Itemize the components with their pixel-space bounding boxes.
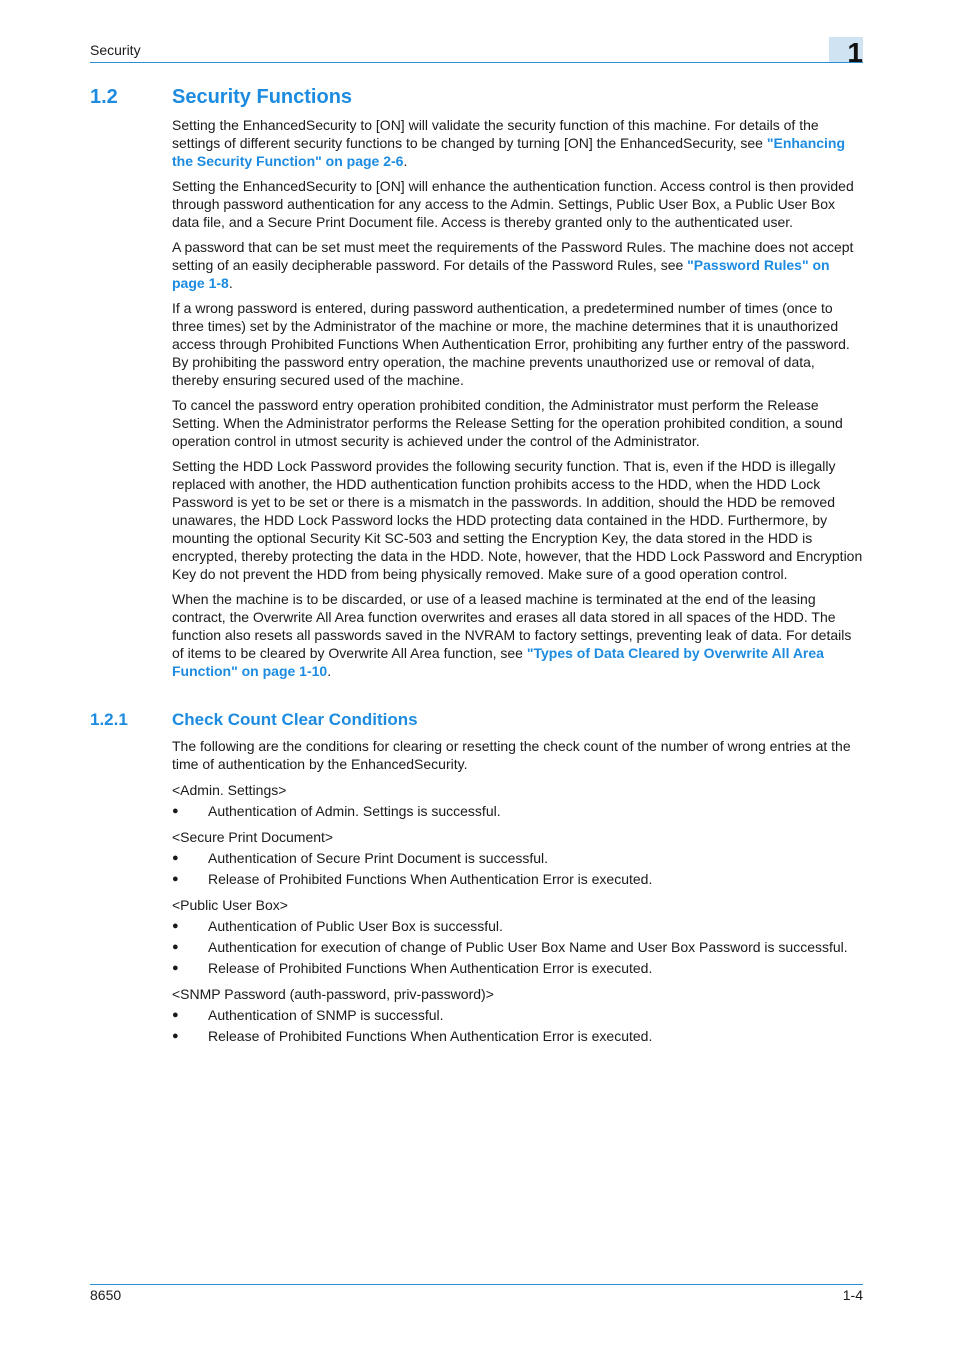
paragraph: Setting the HDD Lock Password provides the following security function. That is, even if the HDD is illegally replaced with another, the HDD authentication function prohibits access to the HDD, when the HDD Lock Password is yet to be set or there is a mismatch in the passwords. In addition, should the HDD be removed unawares, the HDD Lock Password locks the HDD protecting data contained in the HDD. Furthermore, by mounting the optional Security Kit SC-503 and setting the Encryption Key, the data stored in the HDD is encrypted, thereby protecting the data in the HDD. Note, however, that the HDD Lock Password and Encryption Key do not prevent the HDD from being physically removed. Make sure of a good operation control. xyxy=(172,458,863,582)
section-number: 1.2 xyxy=(90,86,118,108)
chapter-tab xyxy=(829,37,863,68)
bullet-icon: ● xyxy=(172,1009,179,1021)
list-item-text: Release of Prohibited Functions When Authentication Error is executed. xyxy=(208,871,653,887)
section-body xyxy=(172,116,865,687)
paragraph: To cancel the password entry operation prohibited condition, the Administrator must perform the Release Setting. When the Administrator performs the Release Setting for the operation prohibited condition, a sound operation control in utmost security is achieved under the control of the Administrator. xyxy=(172,397,843,449)
condition-list xyxy=(172,849,865,888)
condition-group-label: <Admin. Settings> xyxy=(172,782,287,798)
condition-list xyxy=(172,1006,865,1045)
bullet-icon: ● xyxy=(172,852,179,864)
bullet-icon: ● xyxy=(172,1030,179,1042)
condition-group-label: <SNMP Password (auth-password, priv-password)> xyxy=(172,986,494,1002)
list-item xyxy=(172,870,865,888)
paragraph xyxy=(172,116,865,170)
list-item xyxy=(172,938,865,956)
list-item-text: Authentication of Public User Box is successful. xyxy=(208,918,503,934)
list-item xyxy=(172,849,865,867)
paragraph xyxy=(172,590,865,680)
subsection-heading xyxy=(90,709,418,731)
paragraph-text: . xyxy=(403,153,408,169)
condition-group-label: <Public User Box> xyxy=(172,897,288,913)
bullet-icon: ● xyxy=(172,873,179,885)
subsection-number: 1.2.1 xyxy=(90,710,128,729)
header-divider xyxy=(90,62,863,63)
list-item xyxy=(172,959,865,977)
list-item-text: Authentication for execution of change of Public User Box Name and User Box Password is successful. xyxy=(208,939,848,955)
bullet-icon: ● xyxy=(172,962,179,974)
subsection-body xyxy=(172,737,865,1053)
condition-list xyxy=(172,802,865,820)
paragraph: Setting the EnhancedSecurity to [ON] will enhance the authentication function. Access control is then provided through password authentication for any access to the Admin. Settings, Public User Box, a Public User Box data file, and a Secure Print Document file. Access is thereby granted only to the authenticated user. xyxy=(172,178,854,230)
list-item-text: Authentication of Secure Print Document is successful. xyxy=(208,850,549,866)
cross-reference-link[interactable]: "Password Rules" on page 1-8 xyxy=(172,257,830,291)
paragraph-text: When the machine is to be discarded, or use of a leased machine is terminated at the end of the leasing contract, the Overwrite All Area function overwrites and erases all data stored in all spaces of the HDD. The function also resets all passwords saved in the NVRAM to factory settings, preventing leak of data. For details of items to be cleared by Overwrite All Area function, see xyxy=(172,591,852,661)
cross-reference-link[interactable]: "Types of Data Cleared by Overwrite All Area Function" on page 1-10 xyxy=(172,645,824,679)
paragraph-text: . xyxy=(327,663,332,679)
list-item xyxy=(172,802,865,820)
bullet-icon: ● xyxy=(172,920,179,932)
list-item-text: Authentication of SNMP is successful. xyxy=(208,1007,444,1023)
condition-list xyxy=(172,917,865,977)
footer-divider xyxy=(90,1284,863,1285)
page-number: 1-4 xyxy=(842,1287,863,1303)
list-item-text: Release of Prohibited Functions When Authentication Error is executed. xyxy=(208,1028,653,1044)
list-item xyxy=(172,1006,865,1024)
paragraph xyxy=(172,238,865,292)
paragraph-text: Setting the EnhancedSecurity to [ON] will validate the security function of this machine. For details of the settings of different security functions to be changed by turning [ON] the EnhancedSecurity, see xyxy=(172,117,819,151)
list-item-text: Release of Prohibited Functions When Authentication Error is executed. xyxy=(208,960,653,976)
list-item-text: Authentication of Admin. Settings is successful. xyxy=(208,803,501,819)
subsection-intro: The following are the conditions for clearing or resetting the check count of the number of wrong entries at the time of authentication by the EnhancedSecurity. xyxy=(172,738,851,772)
list-item xyxy=(172,917,865,935)
bullet-icon: ● xyxy=(172,805,179,817)
paragraph: If a wrong password is entered, during password authentication, a predetermined number of times (once to three times) set by the Administrator of the machine or more, the machine determines that it is unauthorized access through Prohibited Functions When Authentication Error, prohibiting any further entry of the password. By prohibiting the password entry operation, the machine prevents unauthorized use or removal of data, thereby ensuring secured used of the machine. xyxy=(172,300,850,388)
paragraph-text: A password that can be set must meet the requirements of the Password Rules. The machine does not accept setting of an easily decipherable password. For details of the Password Rules, see xyxy=(172,239,854,273)
section-heading xyxy=(90,85,352,109)
chapter-number: 1 xyxy=(847,37,863,68)
footer-model: 8650 xyxy=(90,1287,122,1303)
subsection-title: Check Count Clear Conditions xyxy=(172,710,418,729)
list-item xyxy=(172,1027,865,1045)
paragraph-text: . xyxy=(228,275,233,291)
running-header: Security xyxy=(90,42,141,58)
bullet-icon: ● xyxy=(172,941,179,953)
cross-reference-link[interactable]: "Enhancing the Security Function" on page 2-6 xyxy=(172,135,846,169)
section-title: Security Functions xyxy=(172,86,353,108)
condition-group-label: <Secure Print Document> xyxy=(172,829,334,845)
